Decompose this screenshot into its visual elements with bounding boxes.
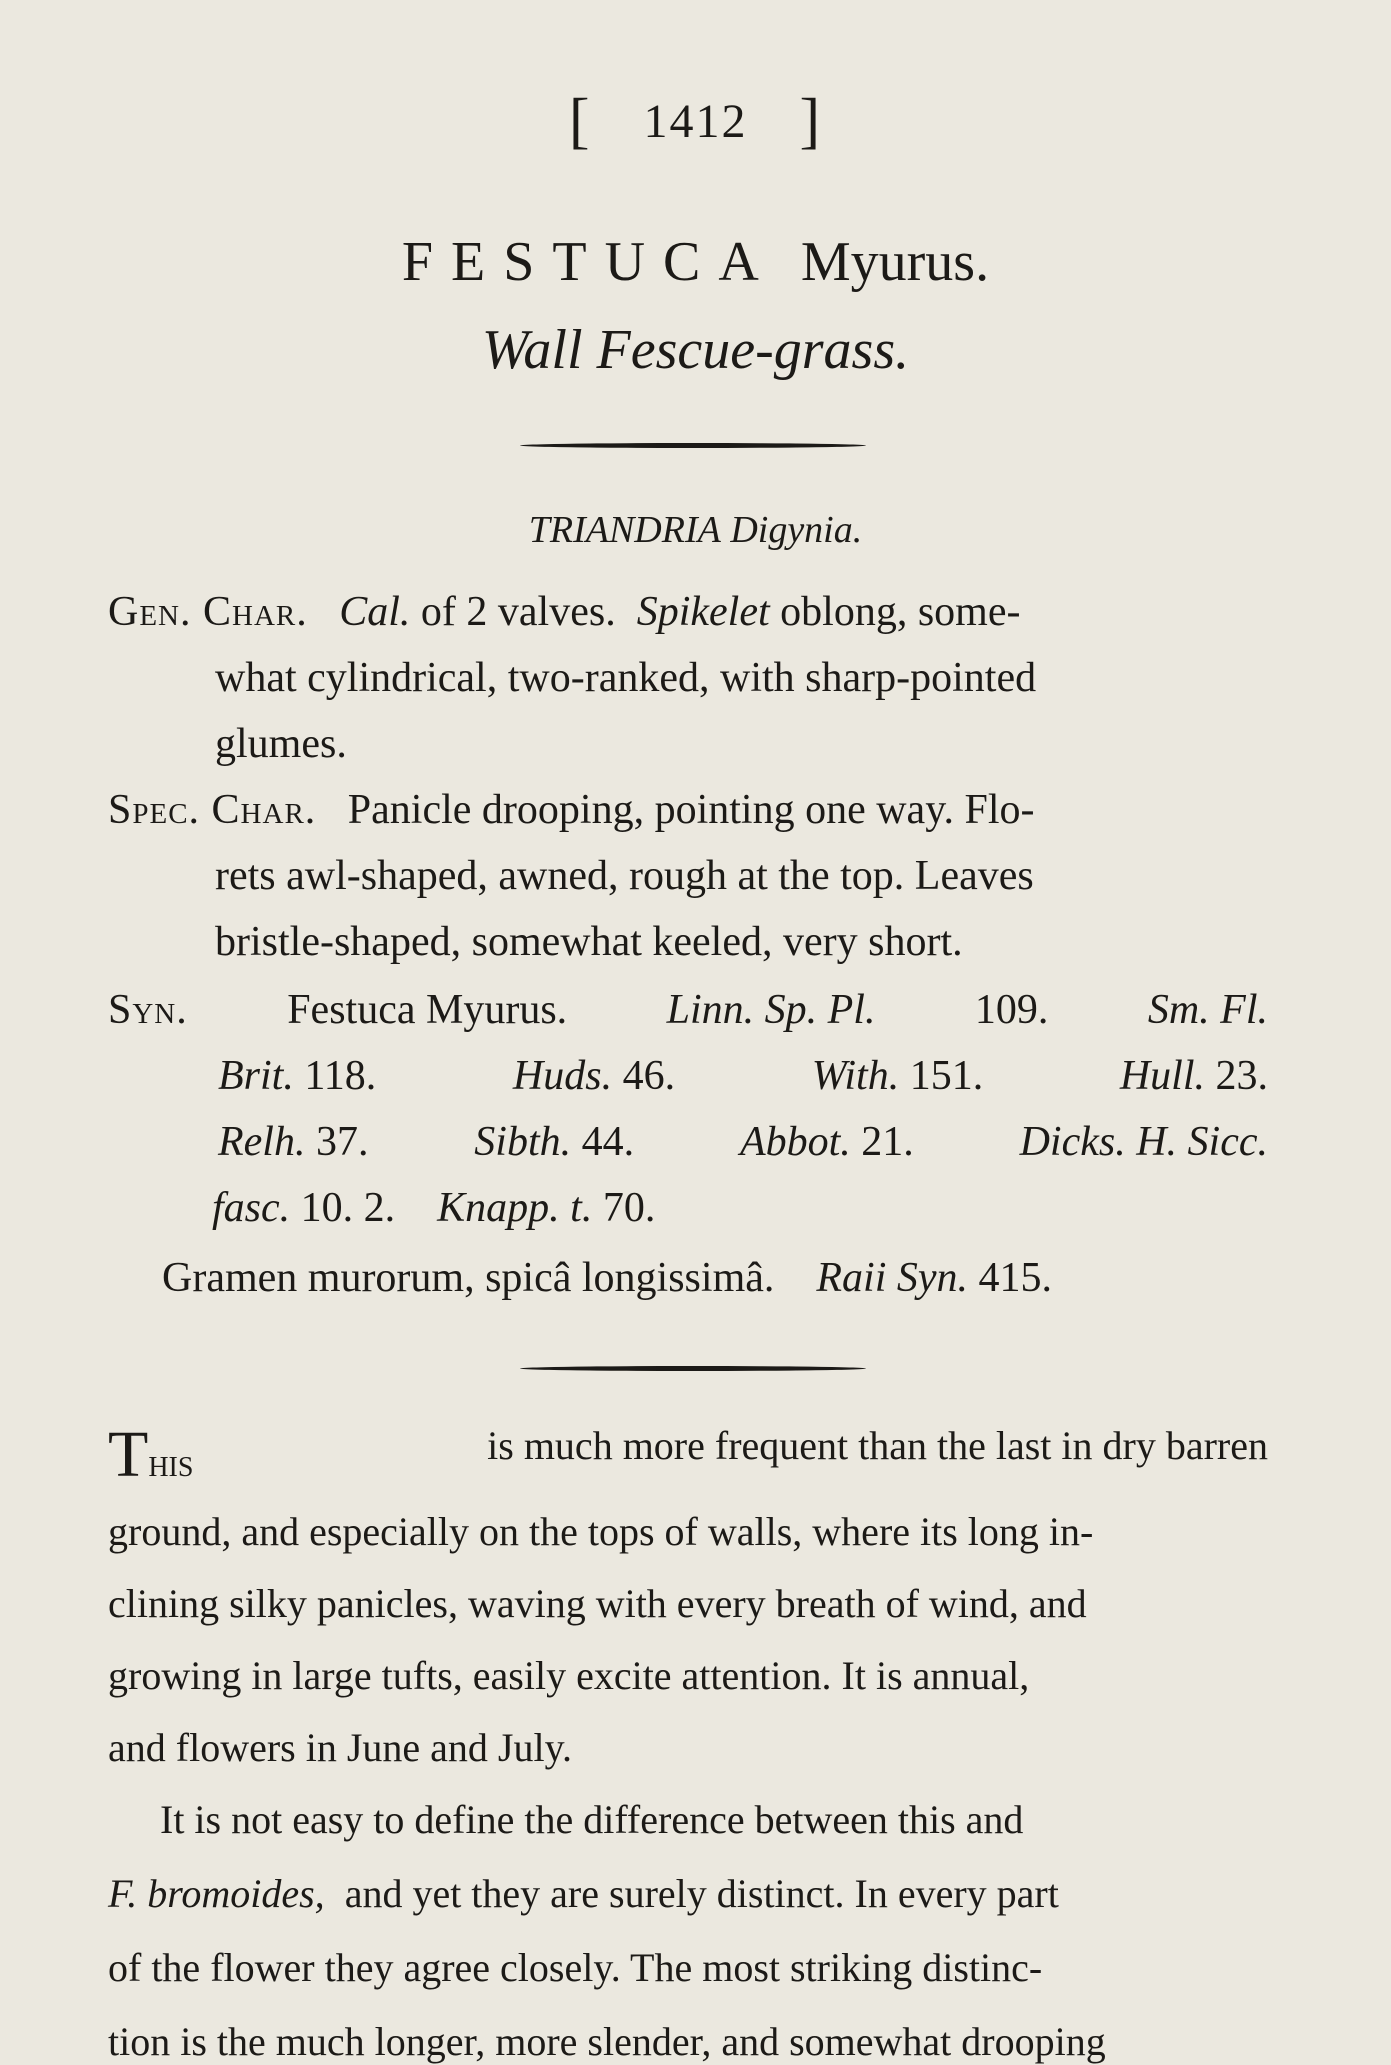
body-line-4: growing in large tufts, easily excite attention. It is annual, — [108, 1653, 1030, 1698]
species-name: Myurus. — [800, 231, 990, 293]
gen-char-line-3: glumes. — [215, 721, 347, 767]
syn-line-2 — [218, 1052, 1268, 1100]
syn-num: 44. — [581, 1119, 635, 1165]
page-number — [0, 82, 1391, 153]
body-line-9: tion is the much longer, more slender, and somewhat drooping — [108, 2019, 1106, 2064]
gen-char-line-1 — [108, 588, 1020, 636]
syn-num: 415. — [978, 1255, 1053, 1301]
syn-line-3 — [218, 1118, 1268, 1166]
body-line-7 — [108, 1870, 1268, 1917]
body-text: and yet they are surely distinct. In every part — [344, 1871, 1059, 1916]
ornamental-rule-top — [520, 443, 866, 448]
syn-num: 23. — [1215, 1053, 1268, 1099]
syn-ref: Sm. Fl. — [1147, 987, 1268, 1033]
syn-num: 10. 2. — [300, 1185, 396, 1231]
syn-line-4 — [212, 1184, 655, 1232]
genus-name: FESTUCA — [401, 231, 777, 293]
syn-ref: Linn. Sp. Pl. — [666, 987, 876, 1033]
body-line-6: It is not easy to define the difference between this and — [160, 1797, 1024, 1842]
body-italic: F. bromoides, — [108, 1871, 325, 1916]
syn-ref: Brit. — [218, 1053, 294, 1099]
syn-ref: Sibth. — [474, 1119, 572, 1165]
body-line-2: ground, and especially on the tops of walls, where its long in- — [108, 1509, 1094, 1554]
drop-cap: T — [108, 1418, 149, 1491]
syn-text: Gramen murorum, spicâ longissimâ. — [162, 1255, 775, 1301]
syn-line-1 — [108, 986, 1268, 1034]
syn-line-5 — [162, 1254, 1052, 1302]
syn-num: 151. — [909, 1053, 984, 1099]
body-line-3: clining silky panicles, waving with every breath of wind, and — [108, 1581, 1087, 1626]
species-title — [0, 230, 1391, 294]
gen-char-line-2: what cylindrical, two-ranked, with sharp-pointed — [215, 655, 1037, 701]
body-line-8: of the flower they agree closely. The most striking distinc- — [108, 1945, 1043, 1990]
page-number-value: 1412 — [643, 95, 748, 148]
syn-ref: Knapp. t. — [437, 1185, 593, 1231]
syn-num: 37. — [315, 1119, 369, 1165]
syn-num: 118. — [304, 1053, 377, 1099]
syn-ref: Dicks. H. Sicc. — [1019, 1119, 1268, 1165]
body-line-5: and flowers in June and July. — [108, 1725, 572, 1770]
gen-char-text: of 2 valves. — [420, 589, 616, 635]
lead-word: his — [148, 1440, 194, 1485]
syn-ref: Relh. — [218, 1119, 306, 1165]
bracket-close: ] — [799, 87, 823, 155]
syn-num: 109. — [974, 987, 1049, 1033]
syn-ref: Huds. — [512, 1053, 613, 1099]
syn-ref: fasc. — [212, 1185, 291, 1231]
syn-num: 21. — [861, 1119, 914, 1165]
ornamental-rule-bottom — [520, 1366, 866, 1371]
gen-char-label: Gen. Char. — [108, 589, 308, 635]
syn-ref: Abbot. — [739, 1119, 851, 1165]
spec-char-text: Panicle drooping, pointing one way. Flo- — [347, 787, 1035, 833]
classification — [0, 508, 1391, 552]
common-name: Wall Fescue-grass. — [481, 319, 910, 381]
syn-num: 46. — [622, 1053, 676, 1099]
syn-text: Festuca Myurus. — [287, 987, 568, 1033]
syn-num: 70. — [602, 1185, 656, 1231]
spec-char-line-1 — [108, 786, 1034, 834]
syn-label: Syn. — [108, 987, 188, 1033]
bracket-open: [ — [568, 87, 592, 155]
body-text: is much more frequent than the last in dry barren — [487, 1423, 1268, 1468]
gen-char-calyx: Cal. — [339, 589, 411, 635]
class-name: TRIANDRIA — [528, 509, 721, 551]
body-line-1 — [108, 1418, 1268, 1491]
spec-char-line-3: bristle-shaped, somewhat keeled, very short. — [215, 919, 963, 965]
syn-ref: Raii Syn. — [816, 1255, 969, 1301]
gen-char-text: oblong, some- — [780, 589, 1021, 635]
syn-ref: With. — [811, 1053, 900, 1099]
spec-char-label: Spec. Char. — [108, 787, 317, 833]
syn-ref: Hull. — [1119, 1053, 1205, 1099]
spec-char-line-2: rets awl-shaped, awned, rough at the top. Leaves — [215, 853, 1034, 899]
order-name: Digynia. — [730, 509, 863, 551]
gen-char-spikelet: Spikelet — [636, 589, 770, 635]
